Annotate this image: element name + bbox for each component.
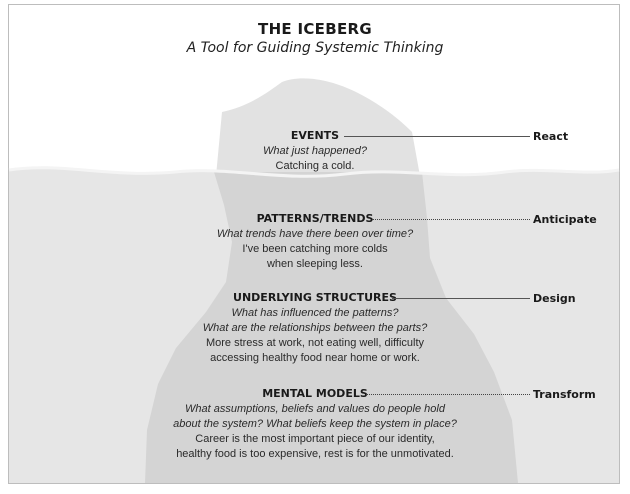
level-example-line: accessing healthy food near home or work.	[210, 352, 420, 364]
level-heading: PATTERNS/TRENDS	[256, 212, 374, 225]
level-question-line: What has influenced the patterns?	[231, 307, 399, 319]
level-question: What trends have there been over time?	[216, 228, 414, 240]
level-question-line: about the system? What beliefs keep the system in place?	[173, 418, 457, 430]
action-transform: Transform	[533, 388, 596, 401]
page-subtitle: A Tool for Guiding Systemic Thinking	[186, 40, 444, 56]
level-example-line: healthy food is too expensive, rest is for the unmotivated.	[176, 448, 454, 460]
level-mental-models	[130, 386, 500, 462]
connector-mental-models	[366, 394, 530, 395]
level-example-line: More stress at work, not eating well, difficulty	[205, 337, 425, 349]
level-example-line: Career is the most important piece of our identity,	[195, 433, 435, 445]
level-structures	[155, 290, 475, 366]
action-anticipate: Anticipate	[533, 213, 597, 226]
level-example-line: I've been catching more colds	[242, 243, 388, 255]
level-question-line: What are the relationships between the parts?	[202, 322, 428, 334]
connector-patterns	[372, 219, 530, 220]
level-question: What just happened?	[263, 145, 367, 157]
page-title: THE ICEBERG	[258, 20, 372, 38]
level-heading: UNDERLYING STRUCTURES	[233, 291, 397, 304]
level-heading: EVENTS	[290, 129, 340, 142]
level-example: Catching a cold.	[275, 160, 355, 172]
level-question-line: What assumptions, beliefs and values do people hold	[185, 403, 445, 415]
level-events	[210, 128, 420, 174]
action-react: React	[533, 130, 569, 143]
connector-structures	[392, 298, 530, 299]
action-design: Design	[533, 292, 576, 305]
level-patterns	[175, 211, 455, 272]
level-example-line: when sleeping less.	[266, 258, 363, 270]
connector-events	[344, 136, 530, 137]
level-heading: MENTAL MODELS	[262, 387, 368, 400]
